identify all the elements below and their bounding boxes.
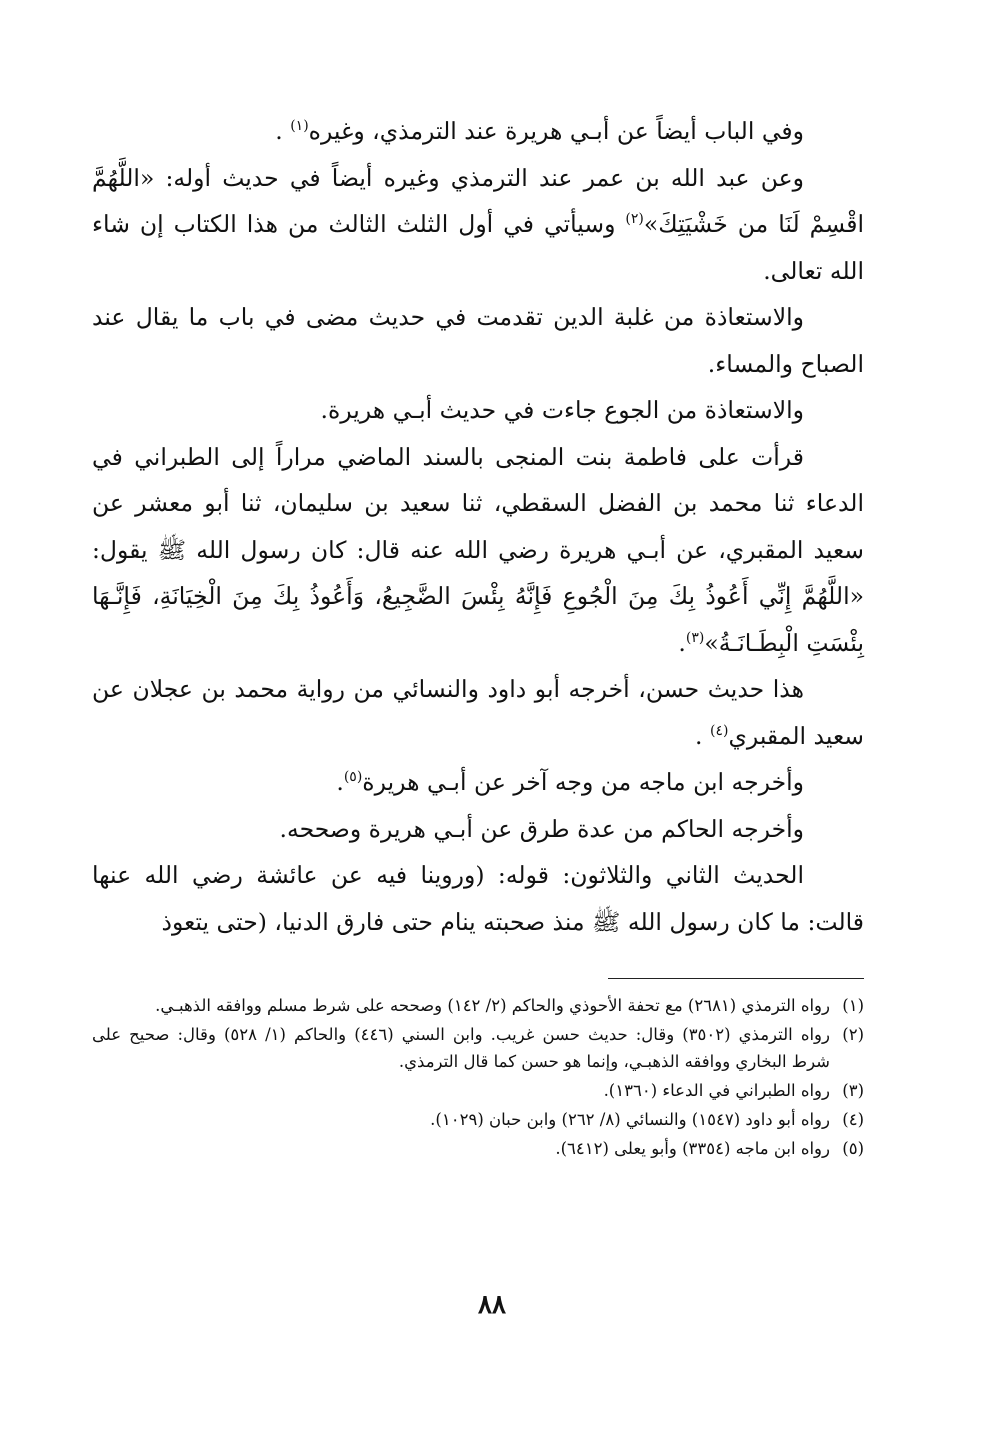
footnote-number: (٥) — [842, 1139, 864, 1158]
paragraph-text: الحديث الثاني والثلاثون: قوله: (وروينا فيه عن عائشة رضي الله عنها قالت: ما كان رسول الله ﷺ منذ صحبته ينام حتى فارق الدنيا، (حتى يتعوذ — [92, 861, 864, 936]
paragraph-text: والاستعاذة من الجوع جاءت في حديث أبـي هريرة. — [320, 396, 804, 424]
footnote-2 — [92, 1021, 864, 1075]
paragraph-2 — [92, 155, 864, 295]
paragraph-text: وأخرجه ابن ماجه من وجه آخر عن أبـي هريرة — [362, 768, 804, 796]
paragraph-text: قرأت على فاطمة بنت المنجى بالسند الماضي مراراً إلى الطبراني في الدعاء ثنا محمد بن الفضل السقطي، ثنا سعيد بن سليمان، ثنا أبو معشر عن سعيد المقبري، عن أبـي هريرة رضي الله عنه قال: كان رسول الله ﷺ يقول: «اللَّهُمَّ إِنِّي أَعُوذُ بِكَ مِنَ الْجُوعِ فَإِنَّهُ بِئْسَ الضَّجِيعُ، وَأَعُوذُ بِكَ مِنَ الْخِيَانَةِ، فَإِنَّـهَا بِئْسَتِ الْبِطَـانَـةُ» — [92, 442, 864, 657]
paragraph-9 — [92, 852, 864, 945]
footnote-number: (٢) — [842, 1025, 864, 1044]
paragraph-5 — [92, 434, 864, 667]
footnote-number: (٤) — [842, 1110, 864, 1129]
footnote-ref-3[interactable]: (٣) — [685, 629, 705, 646]
paragraph-6 — [92, 666, 864, 759]
paragraph-text: وعن عبد الله بن عمر عند الترمذي وغيره أيضاً في حديث أوله: «اللَّهُمَّ اقْسِمْ لَنَا من خَشْيَتِكَ» — [92, 163, 864, 238]
footnote-5 — [92, 1135, 864, 1162]
paragraph-tail: . — [275, 117, 291, 145]
paragraph-tail: . — [695, 721, 710, 750]
paragraph-4 — [92, 387, 864, 434]
footnote-ref-1[interactable]: (١) — [290, 118, 309, 135]
footnote-text: رواه ابن ماجه (٣٣٥٤) وأبو يعلى (٦٤١٢). — [555, 1139, 830, 1158]
paragraph-tail: . — [336, 768, 344, 796]
paragraph-tail: . — [678, 628, 686, 657]
footnote-3 — [92, 1077, 864, 1104]
footnote-text: رواه أبو داود (١٥٤٧) والنسائي (٨/ ٢٦٢) وابن حبان (١٠٢٩). — [430, 1110, 830, 1129]
page-number: ٨٨ — [478, 1290, 506, 1320]
footnote-text: رواه الطبراني في الدعاء (١٣٦٠). — [603, 1081, 830, 1100]
paragraph-8 — [92, 806, 864, 853]
footnote-divider — [608, 978, 864, 979]
paragraph-tail: وسيأتي في أول الثلث الثالث من هذا الكتاب إن شاء الله تعالى. — [92, 210, 864, 285]
paragraph-text: هذا حديث حسن، أخرجه أبو داود والنسائي من رواية محمد بن عجلان عن سعيد المقبري — [92, 675, 864, 750]
footnote-text: رواه الترمذي (٣٥٠٢) وقال: حديث حسن غريب. وابن السني (٤٤٦) والحاكم (١/ ٥٢٨) وقال: صحيح على شرط البخاري ووافقه الذهبـي، وإنما هو حسن كما قال الترمذي. — [92, 1025, 830, 1071]
footnotes — [92, 992, 864, 1164]
footnote-ref-2[interactable]: (٢) — [625, 211, 644, 228]
paragraph-1 — [92, 108, 864, 155]
paragraph-text: والاستعاذة من غلبة الدين تقدمت في حديث مضى في باب ما يقال عند الصباح والمساء. — [92, 303, 864, 378]
paragraph-text: وأخرجه الحاكم من عدة طرق عن أبـي هريرة وصححه. — [279, 814, 804, 843]
footnote-number: (١) — [842, 996, 864, 1015]
footnote-1 — [92, 992, 864, 1019]
footnote-ref-4[interactable]: (٤) — [709, 722, 729, 739]
footnote-number: (٣) — [842, 1081, 864, 1100]
footnote-text: رواه الترمذي (٢٦٨١) مع تحفة الأحوذي والحاكم (٢/ ١٤٢) وصححه على شرط مسلم ووافقه الذهبـي. — [155, 996, 830, 1015]
paragraph-3 — [92, 294, 864, 387]
paragraph-7 — [92, 759, 864, 806]
footnote-ref-5[interactable]: (٥) — [343, 769, 363, 786]
main-text — [92, 108, 864, 945]
paragraph-text: وفي الباب أيضاً عن أبـي هريرة عند الترمذي، وغيره — [308, 117, 804, 145]
footnote-4 — [92, 1106, 864, 1133]
